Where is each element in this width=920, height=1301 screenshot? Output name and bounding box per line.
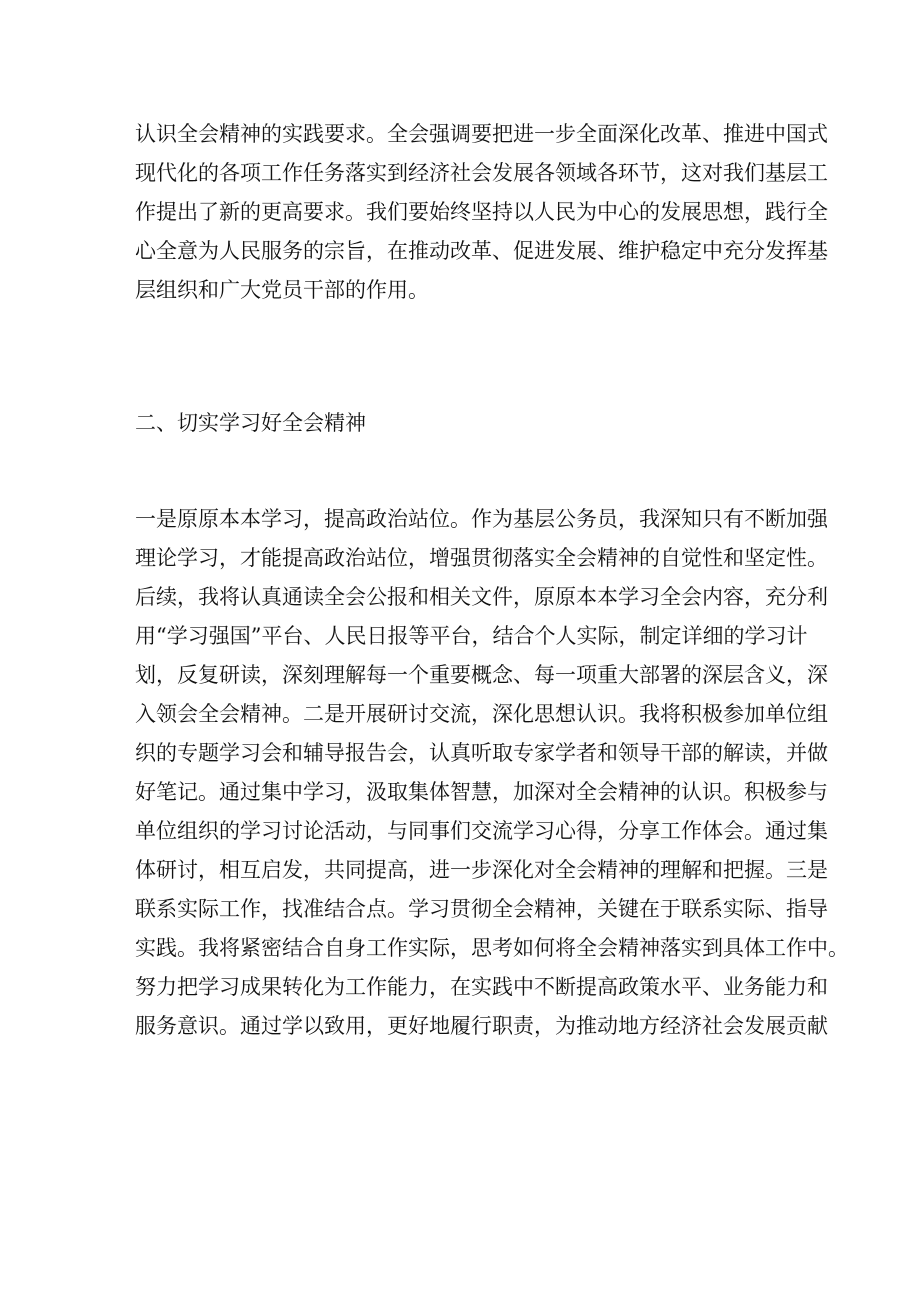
paragraph-line: 划，反复研读，深刻理解每一个重要概念、每一项重大部署的深层含义，深: [135, 663, 828, 687]
paragraph-line: 服务意识。通过学以致用，更好地履行职责，为推动地方经济社会发展贡献: [135, 1014, 828, 1038]
paragraph-line: 努力把学习成果转化为工作能力，在实践中不断提高政策水平、业务能力和: [135, 975, 828, 999]
paragraph-line: 体研讨，相互启发，共同提高，进一步深化对全会精神的理解和把握。三是: [135, 858, 828, 882]
paragraph-line: 后续，我将认真通读全会公报和相关文件，原原本本学习全会内容，充分利: [135, 585, 828, 609]
paragraph-line: 入领会全会精神。二是开展研讨交流，深化思想认识。我将积极参加单位组: [135, 702, 828, 726]
paragraph-line: 用“学习强国”平台、人民日报等平台，结合个人实际，制定详细的学习计: [135, 624, 808, 648]
paragraph-line: 联系实际工作，找准结合点。学习贯彻全会精神，关键在于联系实际、指导: [135, 897, 828, 921]
paragraph-line: 好笔记。通过集中学习，汲取集体智慧，加深对全会精神的认识。积极参与: [135, 780, 828, 804]
paragraph-line: 现代化的各项工作任务落实到经济社会发展各领域各环节，这对我们基层工: [135, 161, 828, 185]
paragraph-line: 作提出了新的更高要求。我们要始终坚持以人民为中心的发展思想，践行全: [135, 200, 828, 224]
paragraph-line: 认识全会精神的实践要求。全会强调要把进一步全面深化改革、推进中国式: [135, 122, 828, 146]
paragraph-line: 单位组织的学习讨论活动，与同事们交流学习心得，分享工作体会。通过集: [135, 819, 828, 843]
paragraph-study-plan: [135, 500, 849, 1046]
paragraph-practice-requirements: [135, 115, 828, 310]
paragraph-line: 实践。我将紧密结合自身工作实际，思考如何将全会精神落实到具体工作中。: [135, 936, 849, 960]
paragraph-line: 理论学习，才能提高政治站位，增强贯彻落实全会精神的自觉性和坚定性。: [135, 546, 828, 570]
section-heading-text: 二、切实学习好全会精神: [135, 411, 366, 435]
paragraph-line: 织的专题学习会和辅导报告会，认真听取专家学者和领导干部的解读，并做: [135, 741, 828, 765]
paragraph-line: 心全意为人民服务的宗旨，在推动改革、促进发展、维护稳定中充分发挥基: [135, 239, 828, 263]
section-heading: [135, 404, 790, 443]
paragraph-line: 层组织和广大党员干部的作用。: [135, 278, 429, 302]
paragraph-line: 一是原原本本学习，提高政治站位。作为基层公务员，我深知只有不断加强: [135, 507, 828, 531]
